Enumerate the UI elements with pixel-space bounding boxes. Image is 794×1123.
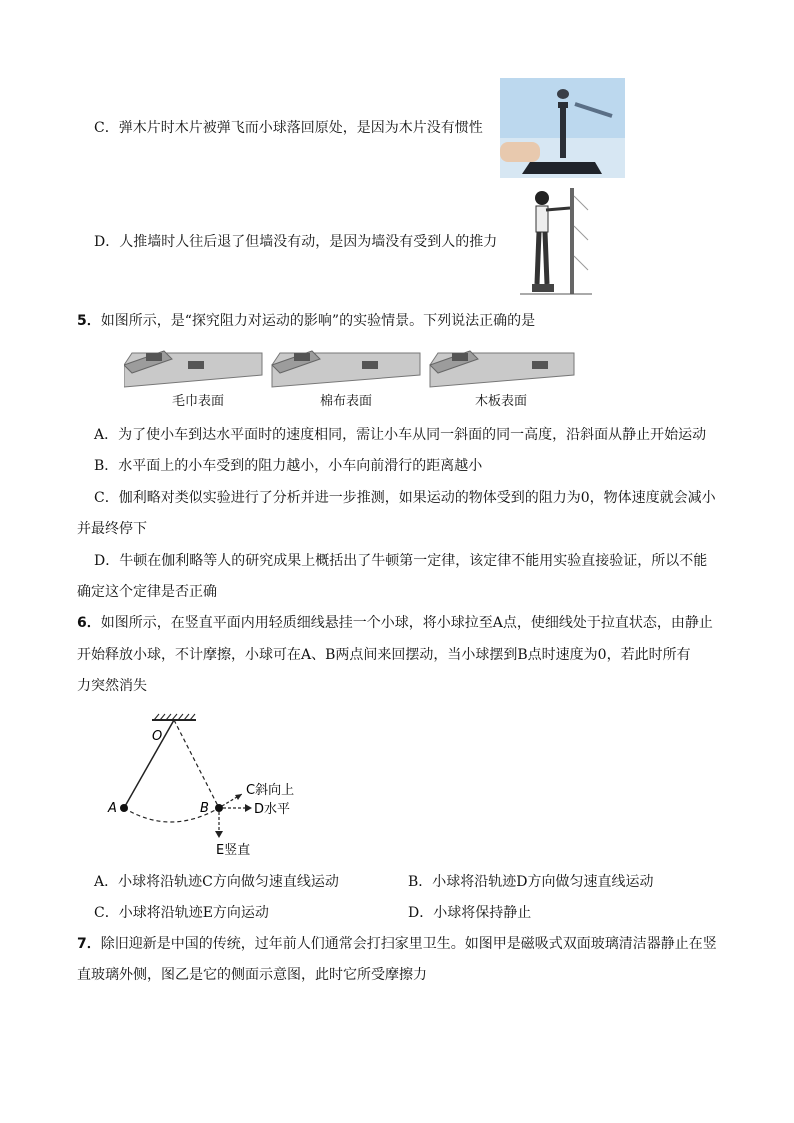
label-a: A	[108, 801, 117, 816]
q6-stem-line2: 开始释放小球，不计摩擦，小球可在A、B两点间来回摆动，当小球摆到B点时速度为0，若此时所有	[77, 647, 691, 663]
q4-option-c: C．弹木片时木片被弹飞而小球落回原处，是因为木片没有惯性	[94, 120, 483, 136]
label-e: E竖直	[216, 843, 251, 858]
q4-option-d: D．人推墙时人往后退了但墙没有动，是因为墙没有受到人的推力	[94, 234, 498, 250]
q4-figure-c-elastic-ball	[500, 78, 625, 178]
q6-stem-line1	[77, 613, 713, 633]
q6-option-c: C．小球将沿轨迹E方向运动	[94, 905, 269, 921]
q7-stem-text-1: 除旧迎新是中国的传统，过年前人们通常会打扫家里卫生。如图甲是磁吸式双面玻璃清洁器静止在竖	[100, 936, 717, 952]
q6-number: 6．	[77, 615, 101, 631]
q5-surface-label-wood: 木板表面	[475, 394, 528, 409]
q5-stem	[77, 311, 535, 331]
ball-at-a	[120, 804, 128, 812]
label-b: B	[200, 801, 209, 816]
q5-option-d-line2: 确定这个定律是否正确	[77, 584, 217, 600]
label-o: O	[152, 729, 163, 744]
q5-option-c-line1: C．伽利略对类似实验进行了分析并进一步推测，如果运动的物体受到的阻力为0，物体速度就会减小	[94, 490, 716, 506]
q5-option-d-line1: D．牛顿在伽利略等人的研究成果上概括出了牛顿第一定律，该定律不能用实验直接验证，所以不能	[94, 553, 708, 569]
q4-figure-d-person-pushing-wall	[518, 186, 593, 298]
label-c: C斜向上	[246, 783, 295, 798]
ramp-wood	[430, 351, 574, 387]
q6-option-b: B．小球将沿轨迹D方向做匀速直线运动	[408, 874, 654, 890]
q7-stem-line1	[77, 934, 717, 954]
q6-stem-text-1: 如图所示，在竖直平面内用轻质细线悬挂一个小球，将小球拉至A点，使细线处于拉直状态，由静止	[100, 615, 713, 631]
ball-at-b	[215, 804, 223, 812]
q5-number: 5．	[77, 313, 101, 329]
q6-option-d: D．小球将保持静止	[408, 905, 532, 921]
q5-surface-label-towel: 毛巾表面	[172, 394, 225, 409]
ramp-cotton	[272, 351, 420, 387]
pendulum-string	[124, 720, 174, 808]
q7-stem-line2: 直玻璃外侧，图乙是它的侧面示意图，此时它所受摩擦力	[77, 967, 427, 983]
ramp-towel	[124, 351, 262, 387]
q5-option-a: A．为了使小车到达水平面时的速度相同，需让小车从同一斜面的同一高度，沿斜面从静止开始运动	[94, 427, 707, 443]
q5-surface-label-cotton: 棉布表面	[320, 394, 373, 409]
q7-number: 7．	[77, 936, 101, 952]
q6-stem-line3: 力突然消失	[77, 678, 147, 694]
q6-option-a: A．小球将沿轨迹C方向做匀速直线运动	[94, 874, 339, 890]
q5-option-c-line2: 并最终停下	[77, 521, 147, 537]
q6-pendulum-diagram	[104, 712, 304, 862]
q5-option-b: B．水平面上的小车受到的阻力越小，小车向前滑行的距离越小	[94, 458, 483, 474]
label-d: D水平	[254, 802, 291, 817]
q5-stem-text: 如图所示，是“探究阻力对运动的影响”的实验情景。下列说法正确的是	[100, 313, 536, 329]
